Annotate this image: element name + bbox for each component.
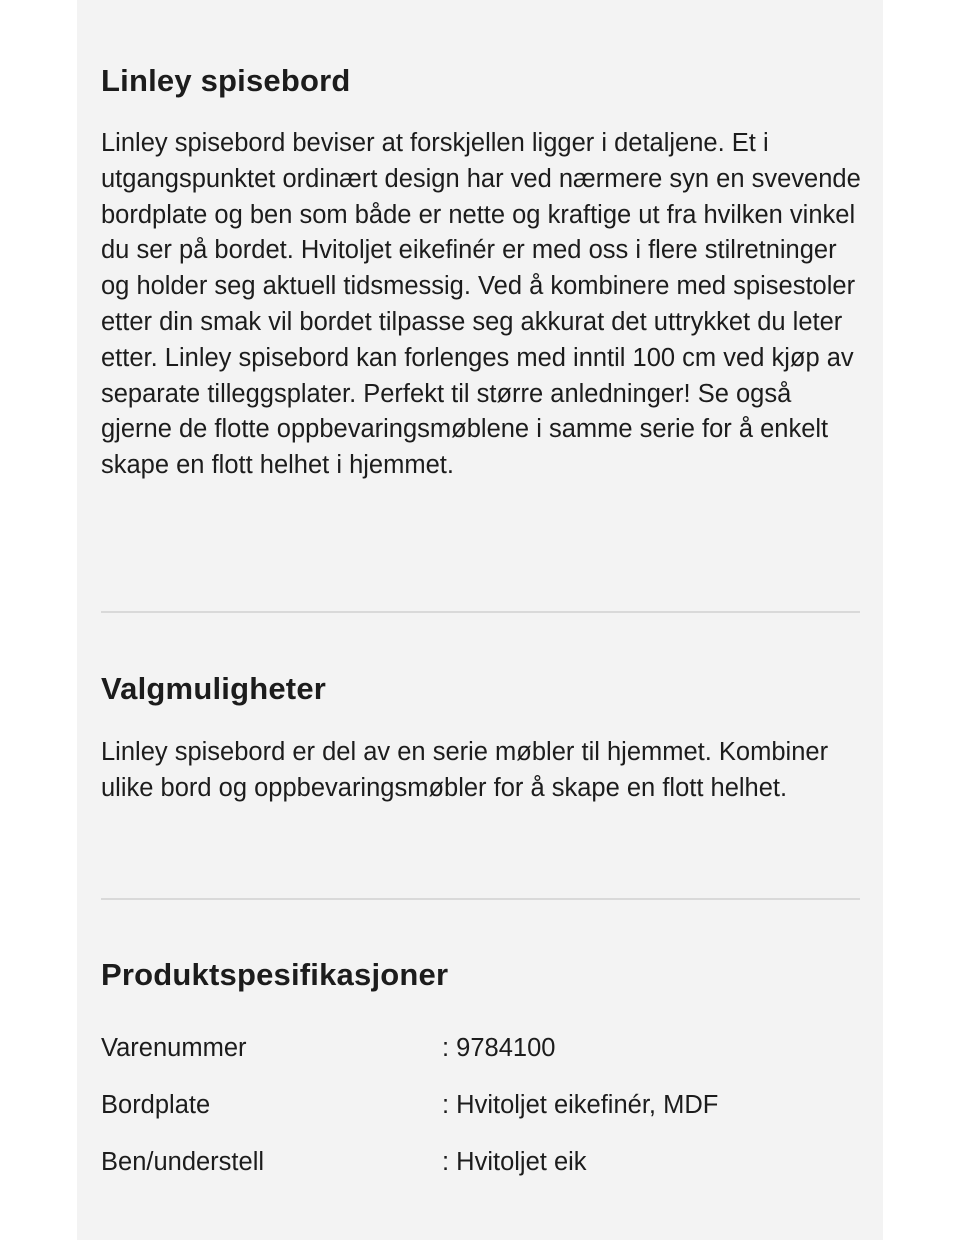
spec-value: : Hvitoljet eikefinér, MDF	[442, 1091, 719, 1119]
spec-value: : 9784100	[442, 1034, 556, 1062]
spec-label: Varenummer	[101, 1034, 247, 1062]
spec-value: : Hvitoljet eik	[442, 1148, 587, 1176]
options-text: Linley spisebord er del av en serie møbler til hjemmet. Kombiner ulike bord og oppbevaringsmøbler for å skape en flott helhet.	[101, 738, 829, 802]
section-divider	[101, 898, 860, 900]
spec-row-item-number	[101, 1030, 861, 1087]
spec-row-legs	[101, 1144, 861, 1201]
description-heading: Linley spisebord	[101, 63, 351, 98]
options-heading: Valgmuligheter	[101, 671, 327, 706]
spec-label: Bordplate	[101, 1091, 211, 1119]
specs-heading: Produktspesifikasjoner	[101, 957, 449, 992]
spec-label: Ben/understell	[101, 1148, 265, 1176]
description-text: Linley spisebord beviser at forskjellen ligger i detaljene. Et i utgangspunktet ordinært design har ved nærmere syn en svevende bordplate og ben som både er nette og kraftige ut fra hvilken vinkel du ser på bordet. Hvitoljet eikefinér er med oss i flere stilretninger og holder seg aktuell tidsmessig. Ved å kombinere med spisestoler etter din smak vil bordet tilpasse seg akkurat det uttrykket du leter etter. Linley spisebord kan forlenges med inntil 100 cm ved kjøp av separate tilleggsplater. Perfekt til større anledninger! Se også gjerne de flotte oppbevaringsmøblene i samme serie for å enkelt skape en flott helhet i hjemmet.	[101, 129, 861, 480]
spec-row-tabletop	[101, 1087, 861, 1144]
specs-table	[101, 1030, 861, 1201]
section-divider	[101, 611, 860, 613]
